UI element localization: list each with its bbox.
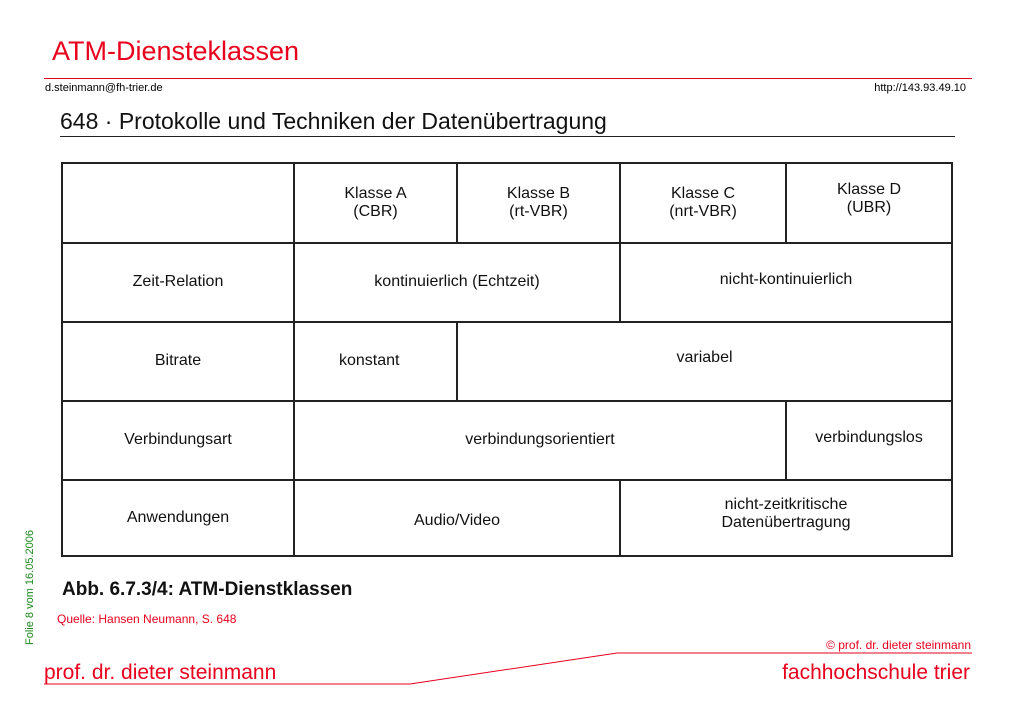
copyright-note: © prof. dr. dieter steinmann <box>826 638 971 652</box>
slide-number-date: Folie 8 vom 16.05.2006 <box>24 530 36 645</box>
author-url: http://143.93.49.10 <box>874 82 966 94</box>
slide-title: ATM-Diensteklassen <box>52 36 300 66</box>
anwendungen-line: nicht-zeitkritische <box>724 495 848 513</box>
class-name: Klasse B <box>506 184 571 202</box>
verbindungsart-class-d: verbindungslos <box>815 429 923 447</box>
row-label-verbindungsart: Verbindungsart <box>124 431 232 449</box>
zeit-relation-classes-ab: kontinuierlich (Echtzeit) <box>374 273 540 291</box>
figure-caption: Abb. 6.7.3/4: ATM-Dienstklassen <box>62 579 353 600</box>
anwendungen-classes-ab: Audio/Video <box>414 511 500 529</box>
book-page-header: 648 · Protokolle und Techniken der Datenübertragung <box>60 108 607 134</box>
verbindungsart-classes-abc: verbindungsorientiert <box>465 431 615 449</box>
class-name: Klasse C <box>670 184 736 202</box>
class-type: (UBR) <box>846 199 892 216</box>
class-type: (rt-VBR) <box>509 203 568 220</box>
source-note: Quelle: Hansen Neumann, S. 648 <box>57 612 237 626</box>
row-label-anwendungen: Anwendungen <box>126 508 230 526</box>
row-label-zeit-relation: Zeit-Relation <box>132 273 224 291</box>
footer-author: prof. dr. dieter steinmann <box>44 661 277 684</box>
class-name: Klasse A <box>344 184 407 202</box>
bitrate-classes-bcd: variabel <box>676 349 733 367</box>
footer-institution: fachhochschule trier <box>782 661 970 684</box>
class-type: (CBR) <box>353 203 398 220</box>
author-email: d.steinmann@fh-trier.de <box>45 82 163 94</box>
bitrate-class-a: konstant <box>339 352 400 370</box>
anwendungen-line: Datenübertragung <box>721 514 851 531</box>
zeit-relation-classes-cd: nicht-kontinuierlich <box>719 271 853 289</box>
class-type: (nrt-VBR) <box>669 203 737 220</box>
row-label-bitrate: Bitrate <box>154 352 202 370</box>
class-name: Klasse D <box>836 180 902 198</box>
